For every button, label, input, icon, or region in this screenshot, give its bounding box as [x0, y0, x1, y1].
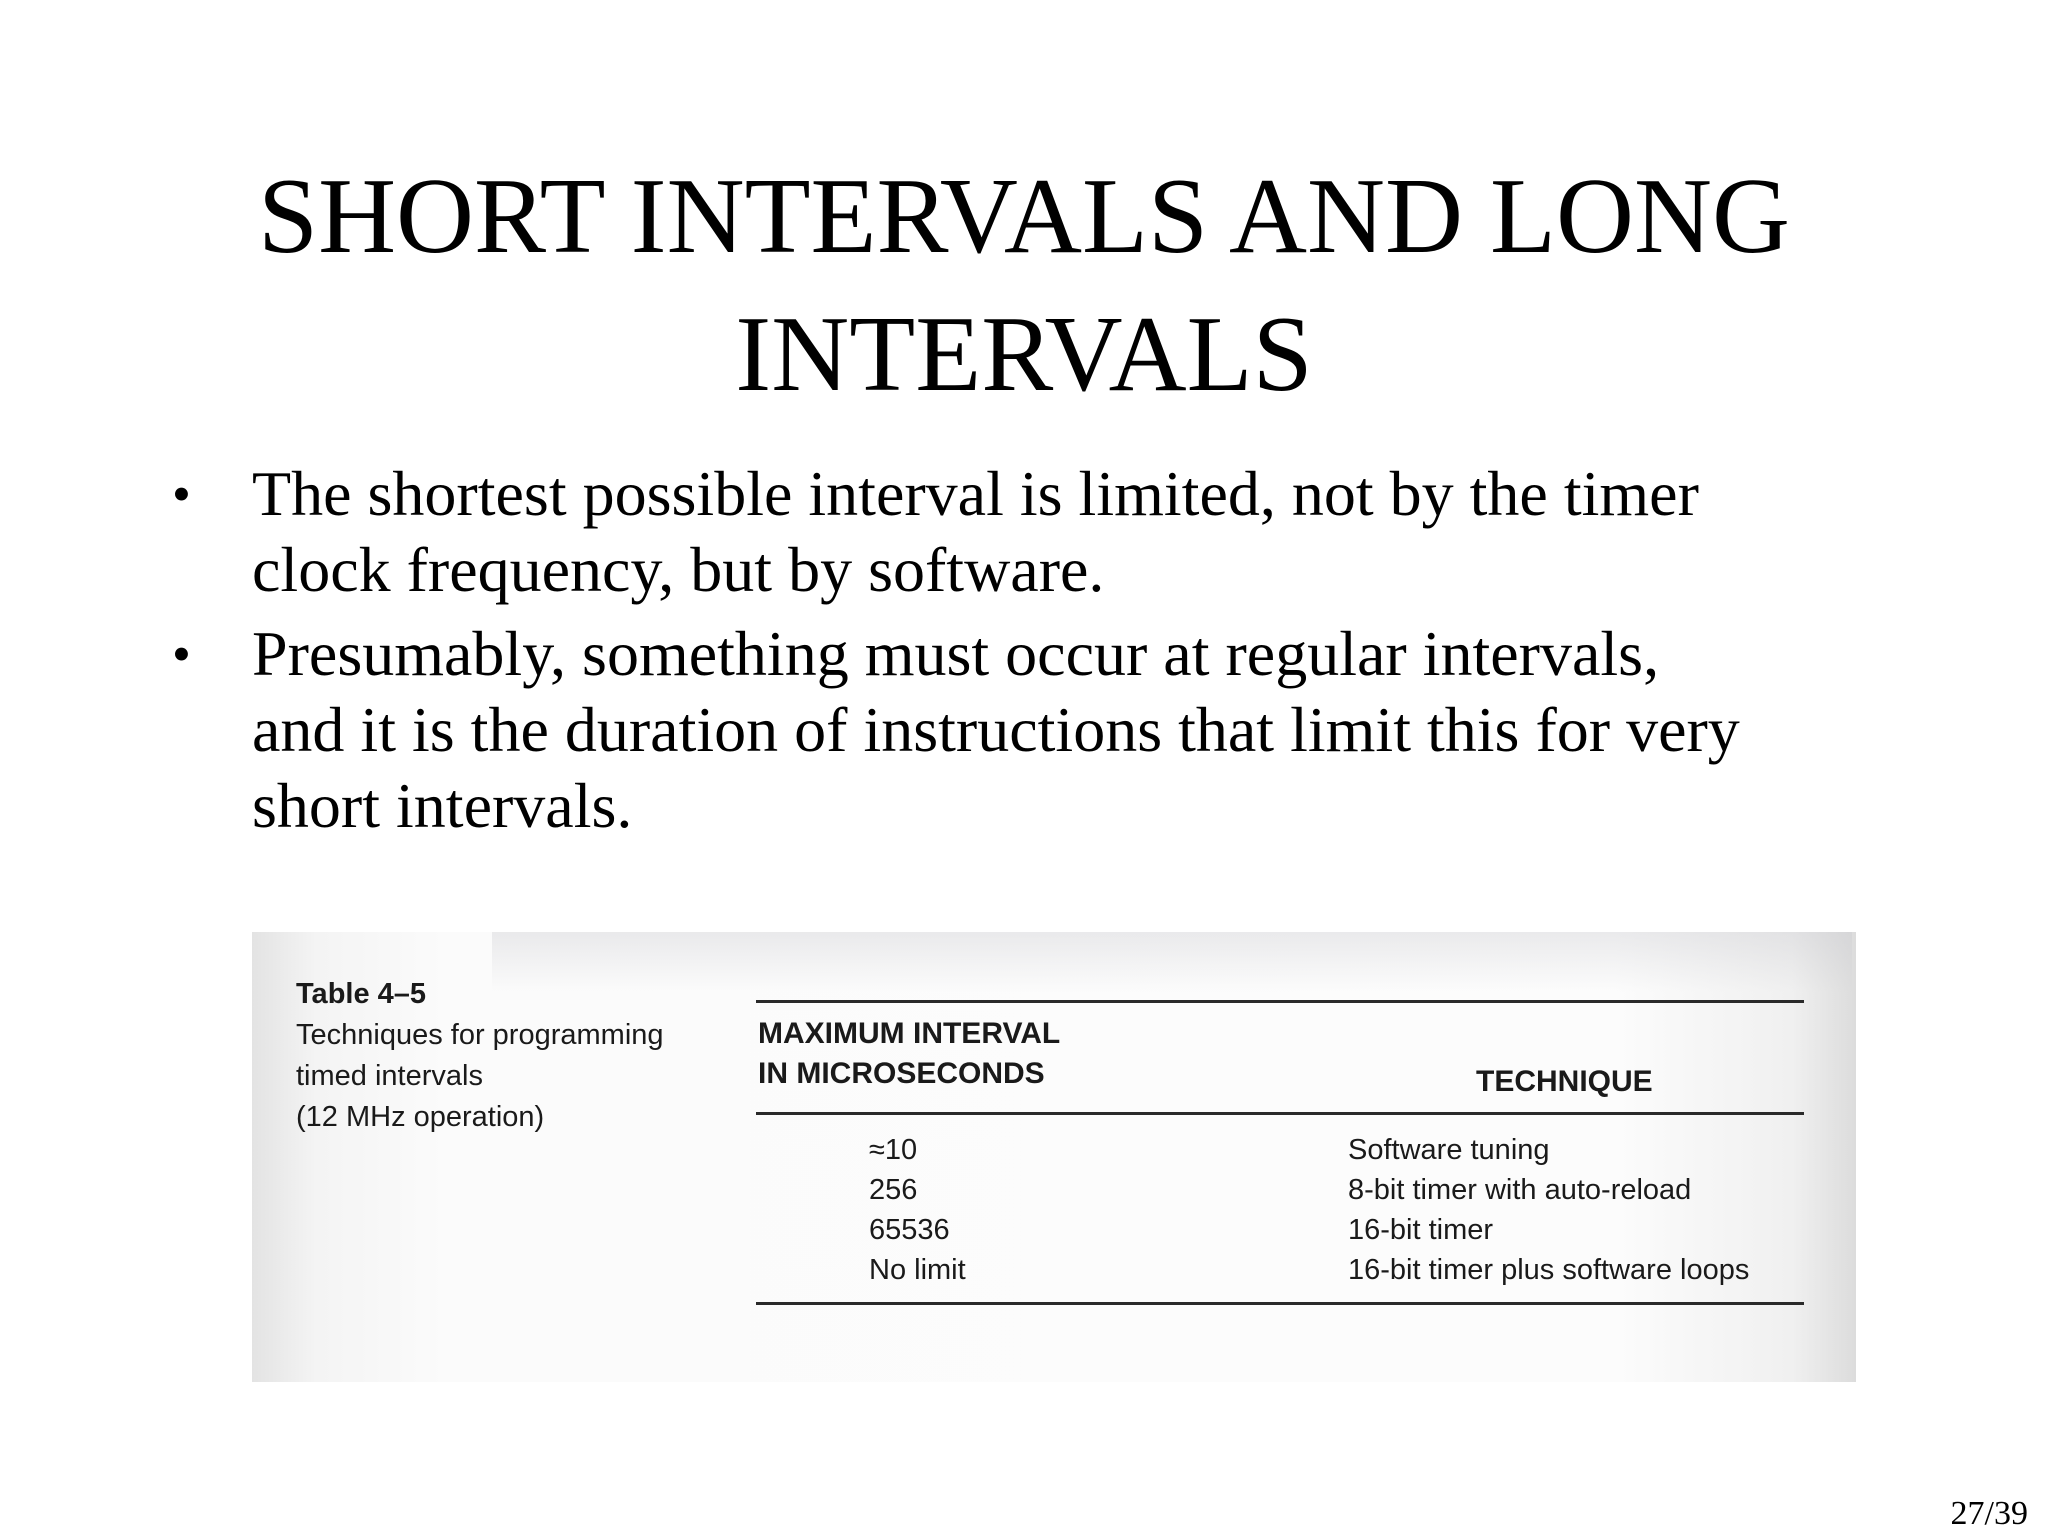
cell-max-interval: 65536 [869, 1214, 950, 1246]
cell-technique: 16-bit timer [1348, 1214, 1494, 1246]
table-caption-line: timed intervals [296, 1060, 483, 1092]
table-caption-line: Techniques for programming [296, 1019, 664, 1051]
column-header-line: MAXIMUM INTERVAL [758, 1017, 1061, 1050]
cell-technique: 8-bit timer with auto-reload [1348, 1174, 1692, 1206]
table-row [252, 1170, 1856, 1210]
scanned-table-image [252, 932, 1856, 1382]
bullet-text-line: Presumably, something must occur at regular intervals, [252, 618, 1660, 689]
cell-max-interval: 256 [869, 1174, 918, 1206]
cell-max-interval: ≈10 [869, 1134, 918, 1166]
bullet-item [172, 616, 1872, 844]
bullet-marker: • [172, 624, 191, 684]
bullet-item [172, 456, 1872, 608]
table-rule-bottom [756, 1302, 1804, 1305]
bullet-text-line: short intervals. [252, 770, 633, 841]
table-rule-top [756, 1000, 1804, 1003]
column-header-technique: TECHNIQUE [1476, 1065, 1653, 1098]
bullet-text-line: The shortest possible interval is limited, not by the timer [252, 458, 1699, 529]
slide-title-line-2: INTERVALS [735, 295, 1313, 414]
page-number: 27/39 [1950, 1495, 2028, 1532]
table-caption-line: (12 MHz operation) [296, 1101, 545, 1133]
bullet-list [172, 456, 1872, 852]
table-rule-header [756, 1112, 1804, 1115]
cell-technique: Software tuning [1348, 1134, 1550, 1166]
table-caption [296, 974, 736, 1138]
cell-max-interval: No limit [869, 1254, 966, 1286]
column-header-max-interval [758, 1014, 1158, 1094]
bullet-marker: • [172, 464, 191, 524]
table-number: Table 4–5 [296, 978, 427, 1010]
table-row [252, 1250, 1856, 1290]
bullet-text-line: and it is the duration of instructions that limit this for very [252, 694, 1740, 765]
cell-technique: 16-bit timer plus software loops [1348, 1254, 1750, 1286]
slide-title [0, 148, 2048, 424]
table-row [252, 1210, 1856, 1250]
slide-title-line-1: SHORT INTERVALS AND LONG [258, 157, 1790, 276]
table-row [252, 1130, 1856, 1170]
bullet-text-line: clock frequency, but by software. [252, 534, 1105, 605]
column-header-line: IN MICROSECONDS [758, 1057, 1045, 1090]
